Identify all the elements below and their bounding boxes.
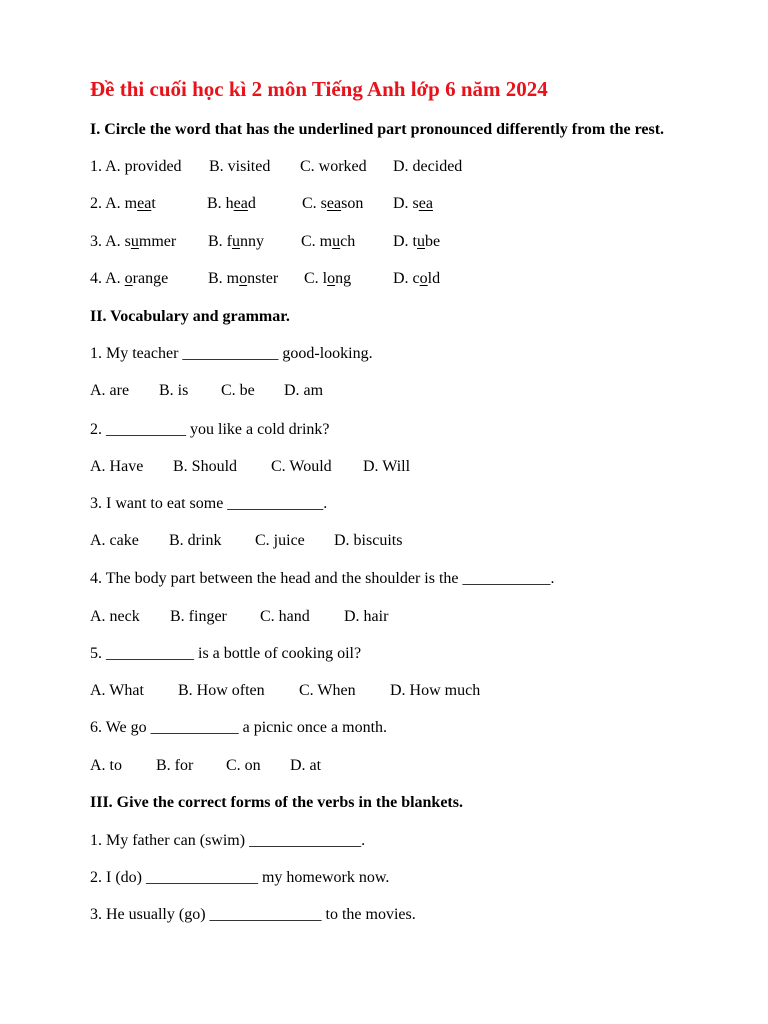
s1-question-1 bbox=[90, 156, 462, 178]
option: C. juice bbox=[255, 532, 305, 549]
s2-question-2-options bbox=[90, 456, 410, 478]
option: D. decided bbox=[393, 158, 463, 175]
option: C. much bbox=[301, 233, 356, 250]
option: 1. A. provided bbox=[90, 158, 182, 175]
s2-question-1-options bbox=[90, 380, 323, 402]
option: D. cold bbox=[393, 270, 441, 287]
option: D. at bbox=[290, 757, 322, 774]
option: D. biscuits bbox=[334, 532, 403, 549]
section-2-heading: II. Vocabulary and grammar. bbox=[90, 308, 290, 325]
section-3-heading: III. Give the correct forms of the verbs in the blankets. bbox=[90, 794, 463, 811]
option: C. Would bbox=[271, 458, 332, 475]
option: D. How much bbox=[390, 682, 481, 699]
option: C. season bbox=[302, 195, 364, 212]
option: D. am bbox=[284, 382, 324, 399]
s3-question-3: 3. He usually (go) ______________ to the movies. bbox=[90, 906, 416, 923]
s2-question-3-options bbox=[90, 530, 402, 552]
option: B. funny bbox=[208, 233, 264, 250]
section-1-heading: I. Circle the word that has the underlined part pronounced differently from the rest. bbox=[90, 121, 665, 138]
s2-question-2-stem: 2. __________ you like a cold drink? bbox=[90, 421, 330, 438]
option: C. long bbox=[304, 270, 352, 287]
option: B. Should bbox=[173, 458, 238, 475]
s2-question-3-stem: 3. I want to eat some ____________. bbox=[90, 495, 328, 512]
s2-question-4-options bbox=[90, 606, 388, 628]
option: 2. A. meat bbox=[90, 195, 156, 212]
s2-question-6-options bbox=[90, 755, 321, 777]
option: A. neck bbox=[90, 608, 140, 625]
option: D. Will bbox=[363, 458, 411, 475]
option: B. How often bbox=[178, 682, 265, 699]
page-title: Đề thi cuối học kì 2 môn Tiếng Anh lớp 6 năm 2024 bbox=[90, 77, 548, 101]
option: 4. A. orange bbox=[90, 270, 169, 287]
s2-question-1-stem: 1. My teacher ____________ good-looking. bbox=[90, 345, 373, 362]
s3-question-2: 2. I (do) ______________ my homework now. bbox=[90, 869, 390, 886]
option: B. head bbox=[207, 195, 256, 212]
option: A. to bbox=[90, 757, 122, 774]
s2-question-5-options bbox=[90, 680, 480, 702]
option: B. is bbox=[159, 382, 189, 399]
s1-question-4 bbox=[90, 268, 440, 290]
option: B. finger bbox=[170, 608, 227, 625]
option: C. be bbox=[221, 382, 255, 399]
s1-question-3 bbox=[90, 231, 440, 253]
option: D. hair bbox=[344, 608, 389, 625]
option: D. tube bbox=[393, 233, 441, 250]
option: C. When bbox=[299, 682, 356, 699]
s3-question-1: 1. My father can (swim) ______________. bbox=[90, 832, 366, 849]
option: B. drink bbox=[169, 532, 222, 549]
option: A. cake bbox=[90, 532, 139, 549]
option: A. Have bbox=[90, 458, 144, 475]
option: B. for bbox=[156, 757, 194, 774]
option: C. worked bbox=[300, 158, 367, 175]
option: A. What bbox=[90, 682, 144, 699]
s2-question-4-stem: 4. The body part between the head and the shoulder is the ___________. bbox=[90, 570, 555, 587]
option: B. visited bbox=[209, 158, 271, 175]
s1-question-2 bbox=[90, 193, 433, 215]
option: A. are bbox=[90, 382, 130, 399]
option: C. hand bbox=[260, 608, 310, 625]
s2-question-5-stem: 5. ___________ is a bottle of cooking oil? bbox=[90, 645, 362, 662]
s2-question-6-stem: 6. We go ___________ a picnic once a month. bbox=[90, 719, 388, 736]
option: B. monster bbox=[208, 270, 279, 287]
option: 3. A. summer bbox=[90, 233, 177, 250]
option: D. sea bbox=[393, 195, 433, 212]
option: C. on bbox=[226, 757, 261, 774]
